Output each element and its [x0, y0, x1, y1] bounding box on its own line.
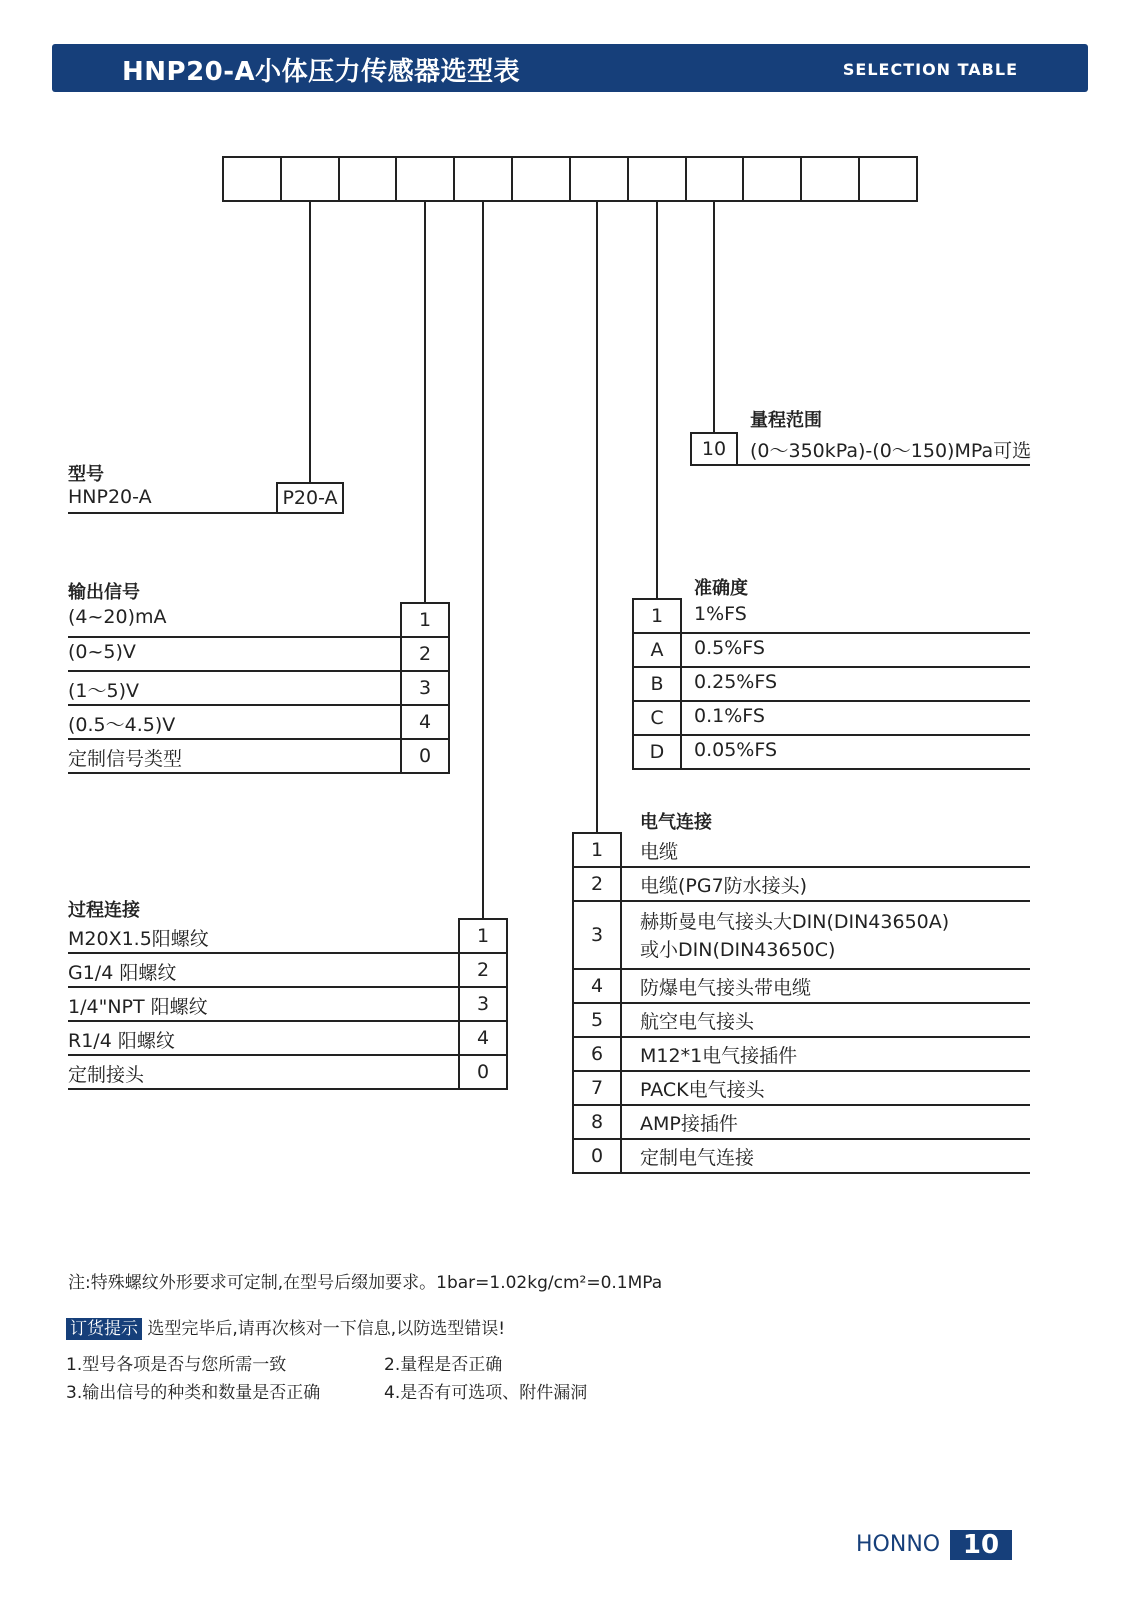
connector-output: [424, 202, 426, 602]
accuracy-code: 1: [632, 598, 682, 634]
output-label: 定制信号类型: [68, 748, 183, 770]
output-code: 4: [400, 704, 450, 740]
accuracy-label: 0.25%FS: [694, 671, 778, 693]
page-number: 10: [950, 1530, 1012, 1560]
electrical-code: 5: [572, 1002, 622, 1038]
order-tip: [66, 1314, 505, 1339]
accuracy-label: 0.1%FS: [694, 705, 765, 727]
model-code: P20-A: [276, 482, 344, 514]
accuracy-label: 0.05%FS: [694, 739, 778, 761]
process-label: 定制接头: [68, 1064, 145, 1086]
output-code: 1: [400, 602, 450, 638]
connector-accuracy: [656, 202, 658, 598]
process-code: 4: [458, 1020, 508, 1056]
accuracy-title: 准确度: [694, 578, 748, 599]
connector-electrical: [596, 202, 598, 836]
electrical-label: 定制电气连接: [640, 1147, 755, 1169]
code-cell: [282, 158, 340, 200]
process-code: 1: [458, 918, 508, 954]
electrical-code: 6: [572, 1036, 622, 1072]
process-code: 3: [458, 986, 508, 1022]
model-code-boxes: [222, 156, 918, 202]
electrical-label: PACK电气接头: [640, 1079, 765, 1101]
code-cell: [571, 158, 629, 200]
electrical-code: 0: [572, 1138, 622, 1174]
process-label: 1/4"NPT 阳螺纹: [68, 996, 208, 1018]
electrical-label: 航空电气接头: [640, 1011, 755, 1033]
electrical-label: 赫斯曼电气接头大DIN(DIN43650A): [640, 911, 950, 933]
code-cell: [629, 158, 687, 200]
output-label: (0~5)V: [68, 641, 136, 663]
code-cell: [860, 158, 916, 200]
output-title: 输出信号: [68, 582, 140, 603]
order-tip-text: 选型完毕后,请再次核对一下信息,以防选型错误!: [147, 1319, 506, 1339]
accuracy-code: B: [632, 666, 682, 702]
electrical-label: 防爆电气接头带电缆: [640, 977, 812, 999]
electrical-code: 7: [572, 1070, 622, 1106]
electrical-code: 4: [572, 968, 622, 1004]
electrical-code: 1: [572, 832, 622, 868]
order-tip-label: 订货提示: [66, 1318, 142, 1340]
check-item: 3.输出信号的种类和数量是否正确: [66, 1383, 321, 1403]
output-code: 0: [400, 738, 450, 774]
code-cell: [397, 158, 455, 200]
range-code: 10: [690, 432, 738, 466]
electrical-label: M12*1电气接插件: [640, 1045, 798, 1067]
code-cell: [687, 158, 745, 200]
brand-name: HONNO: [856, 1532, 941, 1557]
range-underline: [690, 464, 1030, 466]
code-cell: [340, 158, 398, 200]
model-name: HNP20-A: [68, 486, 152, 508]
code-cell: [513, 158, 571, 200]
process-title: 过程连接: [68, 900, 140, 921]
electrical-label: AMP接插件: [640, 1113, 738, 1135]
process-code: 2: [458, 952, 508, 988]
page-subtitle: SELECTION TABLE: [842, 60, 1018, 79]
model-underline: [68, 512, 344, 514]
check-item: 4.是否有可选项、附件漏洞: [384, 1383, 588, 1403]
electrical-title: 电气连接: [640, 812, 712, 833]
code-cell: [744, 158, 802, 200]
check-item: 2.量程是否正确: [384, 1355, 503, 1375]
electrical-label-line2: 或小DIN(DIN43650C): [640, 939, 836, 961]
footnote: 注:特殊螺纹外形要求可定制,在型号后缀加要求。1bar=1.02kg/cm²=0.1MPa: [68, 1273, 663, 1293]
electrical-code: 2: [572, 866, 622, 902]
accuracy-label: 0.5%FS: [694, 637, 765, 659]
process-label: M20X1.5阳螺纹: [68, 928, 209, 950]
connector-range: [713, 202, 715, 434]
output-code: 2: [400, 636, 450, 672]
electrical-code: 3: [572, 900, 622, 970]
process-code: 0: [458, 1054, 508, 1090]
process-label: G1/4 阳螺纹: [68, 962, 177, 984]
check-item: 1.型号各项是否与您所需一致: [66, 1355, 287, 1375]
code-cell: [224, 158, 282, 200]
electrical-label: 电缆: [640, 841, 679, 863]
code-cell: [802, 158, 860, 200]
range-title: 量程范围: [750, 410, 822, 431]
electrical-code: 8: [572, 1104, 622, 1140]
accuracy-label: 1%FS: [694, 603, 747, 625]
accuracy-code: A: [632, 632, 682, 668]
output-label: (4~20)mA: [68, 606, 167, 628]
output-code: 3: [400, 670, 450, 706]
output-label: (0.5～4.5)V: [68, 714, 176, 736]
code-cell: [455, 158, 513, 200]
accuracy-code: C: [632, 700, 682, 736]
header-bar: [52, 44, 1088, 92]
connector-process: [482, 202, 484, 920]
model-title: 型号: [68, 464, 104, 485]
electrical-label: 电缆(PG7防水接头): [640, 875, 808, 897]
accuracy-code: D: [632, 734, 682, 770]
output-label: (1～5)V: [68, 680, 139, 702]
process-label: R1/4 阳螺纹: [68, 1030, 175, 1052]
range-desc: (0～350kPa)-(0～150)MPa可选: [750, 440, 1032, 462]
page-title: HNP20-A小体压力传感器选型表: [122, 57, 521, 87]
connector-model: [309, 202, 311, 484]
